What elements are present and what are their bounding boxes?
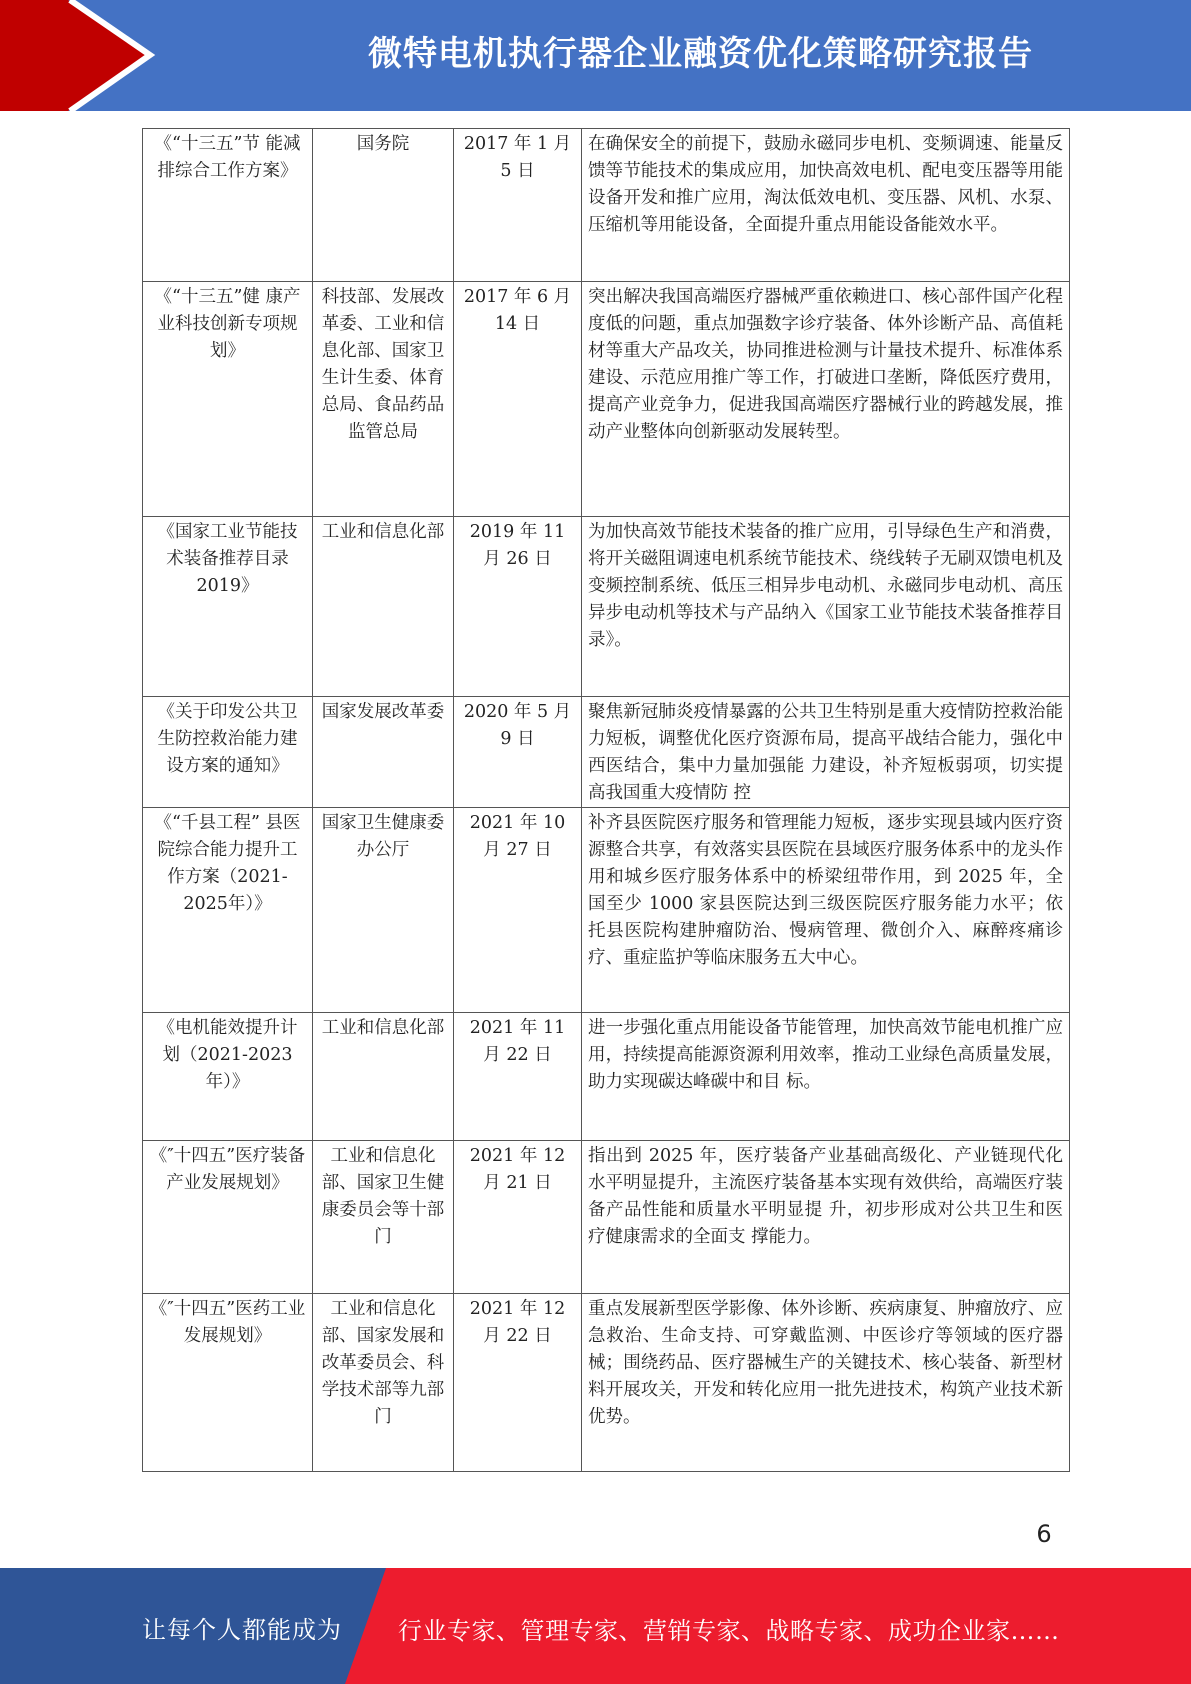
policy-date: 2019 年 11 月 26 日 xyxy=(454,517,582,697)
table-row xyxy=(143,282,1070,517)
policy-name: 《“十三五”健 康产业科技创新专项规划》 xyxy=(143,282,313,517)
report-title: 微特电机执行器企业融资优化策略研究报告 xyxy=(368,34,1033,74)
policy-content: 指出到 2025 年，医疗装备产业基础高级化、产业链现代化水平明显提升，主流医疗装备基本实现有效供给，高端医疗装备产品性能和质量水平明显提 升，初步形成对公共卫生和医疗健康需求的全面支 撑能力。 xyxy=(582,1141,1070,1294)
policy-name: 《″十四五”医疗装备产业发展规划》 xyxy=(143,1141,313,1294)
policy-date: 2017 年 6 月 14 日 xyxy=(454,282,582,517)
policy-date: 2021 年 11 月 22 日 xyxy=(454,1013,582,1141)
footer-slogan-left: 让每个人都能成为 xyxy=(142,1616,342,1644)
policy-department: 国务院 xyxy=(313,129,454,282)
policy-content: 补齐县医院医疗服务和管理能力短板，逐步实现县域内医疗资源整合共享，有效落实县医院在县域医疗服务体系中的龙头作用和城乡医疗服务体系中的桥梁纽带作用，到 2025 年，全国至少 1000 家县医院达到三级医院医疗服务能力水平；依托县医院构建肿瘤防治、慢病管理、微创介入、麻醉疼痛诊 疗、重症监护等临床服务五大中心。 xyxy=(582,808,1070,1013)
policy-content: 聚焦新冠肺炎疫情暴露的公共卫生特别是重大疫情防控救治能力短板，调整优化医疗资源布局，提高平战结合能力，强化中西医结合，集中力量加强能 力建设，补齐短板弱项，切实提高我国重大疫情防 控 xyxy=(582,697,1070,808)
policy-content: 重点发展新型医学影像、体外诊断、疾病康复、肿瘤放疗、应急救治、生命支持、可穿戴监测、中医诊疗等领域的医疗器械；围绕药品、医疗器械生产的关键技术、核心装备、新型材料开展攻关，开发和转化应用一批先进技术，构筑产业技术新优势。 xyxy=(582,1294,1070,1472)
policy-content: 突出解决我国高端医疗器械严重依赖进口、核心部件国产化程度低的问题，重点加强数字诊疗装备、体外诊断产品、高值耗材等重大产品攻关，协同推进检测与计量技术提升、标准体系建设、示范应用推广等工作，打破进口垄断，降低医疗费用，提高产业竞争力，促进我国高端医疗器械行业的跨越发展，推动产业整体向创新驱动发展转型。 xyxy=(582,282,1070,517)
footer-slogan-right: 行业专家、管理专家、营销专家、战略专家、成功企业家…… xyxy=(398,1617,1060,1645)
policy-content: 进一步强化重点用能设备节能管理，加快高效节能电机推广应用，持续提高能源资源利用效率，推动工业绿色高质量发展，助力实现碳达峰碳中和目 标。 xyxy=(582,1013,1070,1141)
header-red-chevron xyxy=(0,0,148,111)
page-header xyxy=(0,0,1191,111)
policy-department: 工业和信息化部 xyxy=(313,1013,454,1141)
table-row xyxy=(143,808,1070,1013)
policy-date: 2021 年 10 月 27 日 xyxy=(454,808,582,1013)
policy-department: 科技部、发展改革委、工业和信息化部、国家卫生计生委、体育总局、食品药品监管总局 xyxy=(313,282,454,517)
table-row xyxy=(143,517,1070,697)
policy-date: 2021 年 12 月 21 日 xyxy=(454,1141,582,1294)
policy-content: 为加快高效节能技术装备的推广应用，引导绿色生产和消费，将开关磁阻调速电机系统节能技术、绕线转子无刷双馈电机及变频控制系统、低压三相异步电动机、永磁同步电动机、高压异步电动机等技术与产品纳入《国家工业节能技术装备推荐目 录》。 xyxy=(582,517,1070,697)
policy-department: 工业和信息化部、国家卫生健康委员会等十部门 xyxy=(313,1141,454,1294)
policy-department: 国家发展改革委 xyxy=(313,697,454,808)
policy-name: 《″十四五”医药工业发展规划》 xyxy=(143,1294,313,1472)
policy-department: 国家卫生健康委办公厅 xyxy=(313,808,454,1013)
table-row xyxy=(143,1141,1070,1294)
table-row xyxy=(143,129,1070,282)
policy-name: 《电机能效提升计划（2021-2023年）》 xyxy=(143,1013,313,1141)
policy-department: 工业和信息化部、国家发展和改革委员会、科学技术部等九部门 xyxy=(313,1294,454,1472)
policy-date: 2021 年 12 月 22 日 xyxy=(454,1294,582,1472)
policy-table xyxy=(142,128,1070,1472)
table-row xyxy=(143,1294,1070,1472)
policy-name: 《国家工业节能技术装备推荐目录 2019》 xyxy=(143,517,313,697)
policy-date: 2020 年 5 月 9 日 xyxy=(454,697,582,808)
page-number: 6 xyxy=(1036,1520,1052,1548)
policy-date: 2017 年 1 月 5 日 xyxy=(454,129,582,282)
policy-name: 《“千县工程” 县医院综合能力提升工作方案（2021-2025年）》 xyxy=(143,808,313,1013)
policy-name: 《关于印发公共卫生防控救治能力建设方案的通知》 xyxy=(143,697,313,808)
policy-content: 在确保安全的前提下，鼓励永磁同步电机、变频调速、能量反馈等节能技术的集成应用，加快高效电机、配电变压器等用能设备开发和推广应用，淘汰低效电机、变压器、风机、水泵、压缩机等用能设备，全面提升重点用能设备能效水平。 xyxy=(582,129,1070,282)
page-footer xyxy=(0,1568,1191,1684)
table-row xyxy=(143,697,1070,808)
policy-department: 工业和信息化部 xyxy=(313,517,454,697)
policy-name: 《“十三五”节 能减排综合工作方案》 xyxy=(143,129,313,282)
table-row xyxy=(143,1013,1070,1141)
